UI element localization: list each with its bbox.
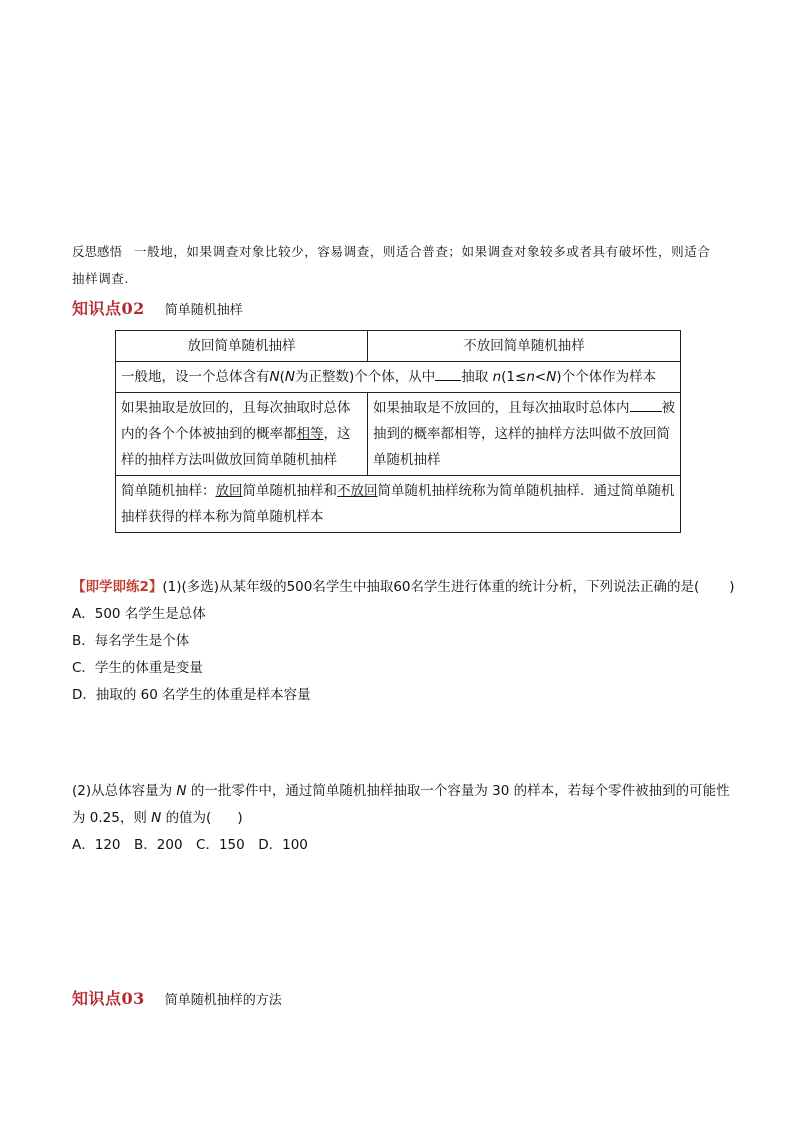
knowledge-point-02-label: 知识点02 xyxy=(72,299,145,318)
option-d: D．抽取的 60 名学生的体重是样本容量 xyxy=(72,687,311,703)
sampling-comparison-table xyxy=(115,330,681,533)
header-without-replacement: 不放回简单随机抽样 xyxy=(368,331,681,362)
with-replacement-description: 如果抽取是放回的，且每次抽取时总体内的各个个体被抽到的概率都相等，这样的抽样方法叫做放回简单随机抽样 xyxy=(116,393,368,476)
question-1-stem: 【即学即练2】(1)(多选)从某年级的500名学生中抽取60名学生进行体重的统计分析，下列说法正确的是( ) xyxy=(72,579,735,595)
fill-blank xyxy=(630,397,662,412)
knowledge-point-03-title: 简单随机抽样的方法 xyxy=(164,993,282,1008)
table-header-row xyxy=(116,331,681,362)
exercise-question-1 xyxy=(72,574,742,709)
knowledge-point-02-title: 简单随机抽样 xyxy=(164,303,243,318)
knowledge-point-02-heading xyxy=(72,296,243,320)
question-2-stem: (2)从总体容量为 N 的一批零件中，通过简单随机抽样抽取一个容量为 30 的样本，若每个零件被抽到的可能性为 0.25，则 N 的值为( ) xyxy=(72,783,730,826)
table-row-summary xyxy=(116,476,681,533)
header-with-replacement: 放回简单随机抽样 xyxy=(116,331,368,362)
knowledge-point-03-label: 知识点03 xyxy=(72,989,145,1008)
definition-cell: 一般地，设一个总体含有N(N为正整数)个个体，从中 抽取 n(1≤n<N)个个体作为样本 xyxy=(116,362,681,393)
reflection-text: 一般地，如果调查对象比较少，容易调查，则适合普查；如果调查对象较多或者具有破坏性，则适合抽样调查. xyxy=(72,244,711,286)
option-c: C．学生的体重是变量 xyxy=(72,660,203,676)
without-replacement-description: 如果抽取是不放回的，且每次抽取时总体内 被抽到的概率都相等，这样的抽样方法叫做不放回简单随机抽样 xyxy=(368,393,681,476)
summary-cell: 简单随机抽样：放回简单随机抽样和不放回简单随机抽样统称为简单随机抽样．通过简单随机抽样获得的样本称为简单随机样本 xyxy=(116,476,681,533)
fill-blank xyxy=(435,366,461,381)
option-b: B．每名学生是个体 xyxy=(72,633,190,649)
reflection-label: 反思感悟 xyxy=(72,244,123,259)
knowledge-point-03-heading xyxy=(72,986,282,1010)
option-a: A．500 名学生是总体 xyxy=(72,606,206,622)
table-row-definition xyxy=(116,362,681,393)
exercise-tag: 【即学即练2】 xyxy=(72,579,163,595)
question-1-text: (1)(多选)从某年级的500名学生中抽取60名学生进行体重的统计分析，下列说法正确的是( xyxy=(162,579,700,595)
reflection-paragraph xyxy=(72,238,722,292)
table-row-descriptions xyxy=(116,393,681,476)
question-2-options: A．120 B．200 C．150 D．100 xyxy=(72,837,308,853)
exercise-question-2 xyxy=(72,778,732,859)
